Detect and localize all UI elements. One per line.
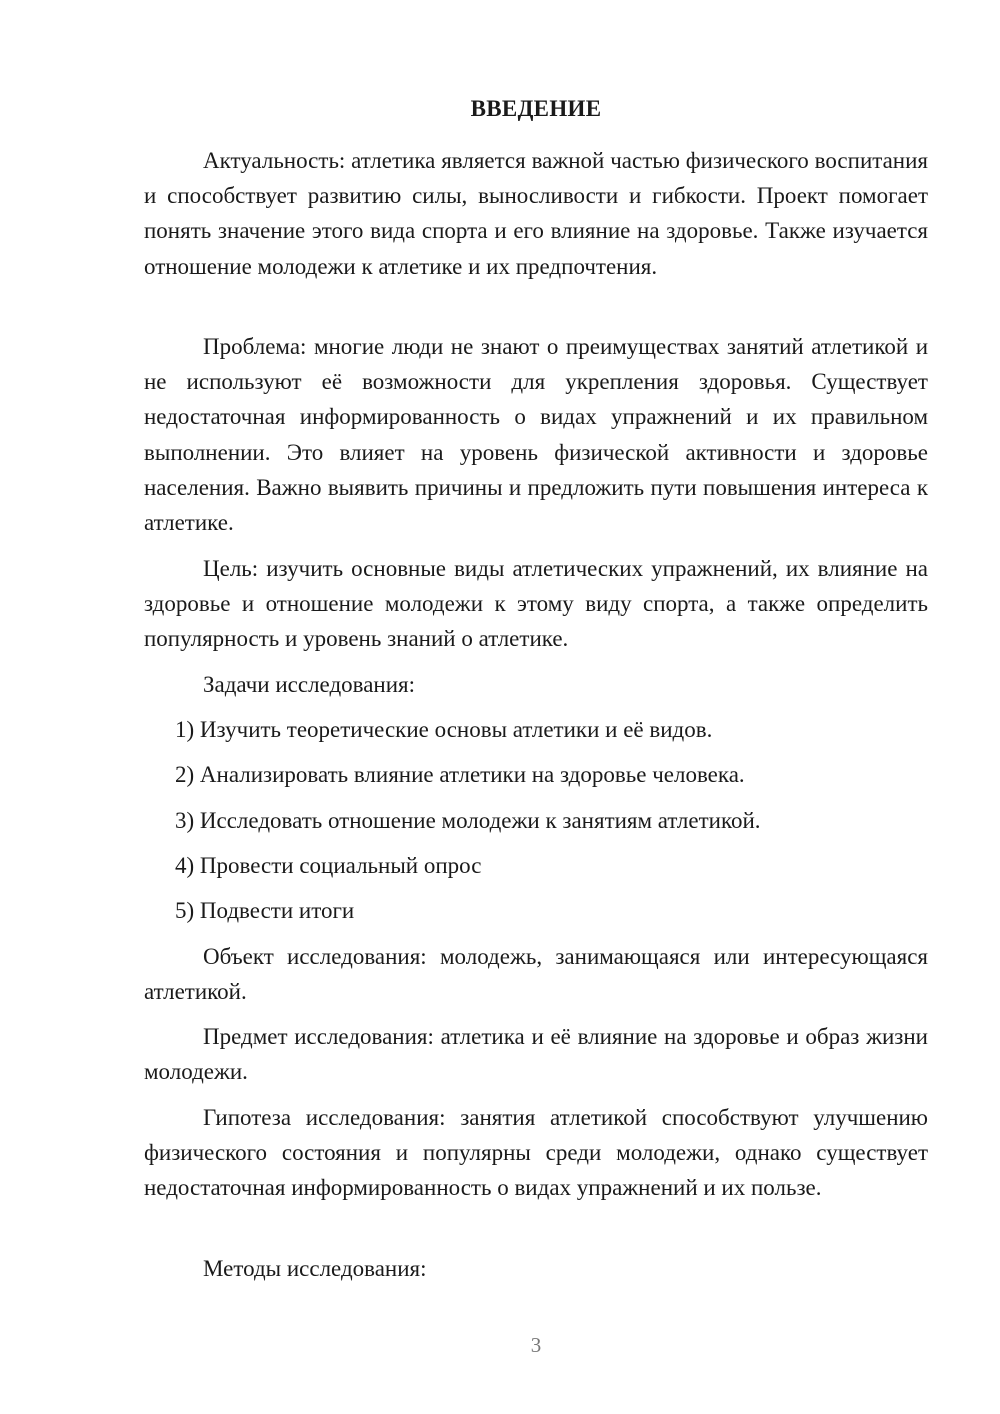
problem-paragraph: Проблема: многие люди не знают о преимуществах занятий атлетикой и не используют её возможности для укрепления здоровья. Существует недостаточная информированность о видах упражнений и их правильном выполнении. Это влияет на уровень физической активности и здоровье населения. Важно выявить причины и предложить пути повышения интереса к атлетике. (144, 334, 928, 536)
goal-paragraph: Цель: изучить основные виды атлетических упражнений, их влияние на здоровье и отношение молодежи к этому виду спорта, а также определить популярность и уровень знаний о атлетике. (144, 556, 928, 652)
task-item: 3) Исследовать отношение молодежи к занятиям атлетикой. (175, 808, 761, 833)
object-paragraph: Объект исследования: молодежь, занимающаяся или интересующаяся атлетикой. (144, 944, 928, 1005)
task-item: 2) Анализировать влияние атлетики на здоровье человека. (175, 762, 745, 787)
relevance-paragraph: Актуальность: атлетика является важной частью физического воспитания и способствует развитию силы, выносливости и гибкости. Проект помогает понять значение этого вида спорта и его влияние на здоровье. Также изучается отношение молодежи к атлетике и их предпочтения. (144, 148, 928, 279)
document-page (144, 0, 928, 1414)
task-item: 1) Изучить теоретические основы атлетики и её видов. (175, 717, 713, 742)
hypothesis-paragraph: Гипотеза исследования: занятия атлетикой способствуют улучшению физического состояния и популярны среди молодежи, однако существует недостаточная информированность о видах упражнений и их пользе. (144, 1105, 928, 1201)
methods-title: Методы исследования: (203, 1256, 427, 1281)
task-item: 4) Провести социальный опрос (175, 853, 482, 878)
subject-paragraph: Предмет исследования: атлетика и её влияние на здоровье и образ жизни молодежи. (144, 1024, 928, 1085)
page-heading: ВВЕДЕНИЕ (470, 96, 602, 121)
tasks-title: Задачи исследования: (203, 672, 416, 697)
task-item: 5) Подвести итоги (175, 898, 355, 923)
page-number: 3 (530, 1333, 542, 1357)
